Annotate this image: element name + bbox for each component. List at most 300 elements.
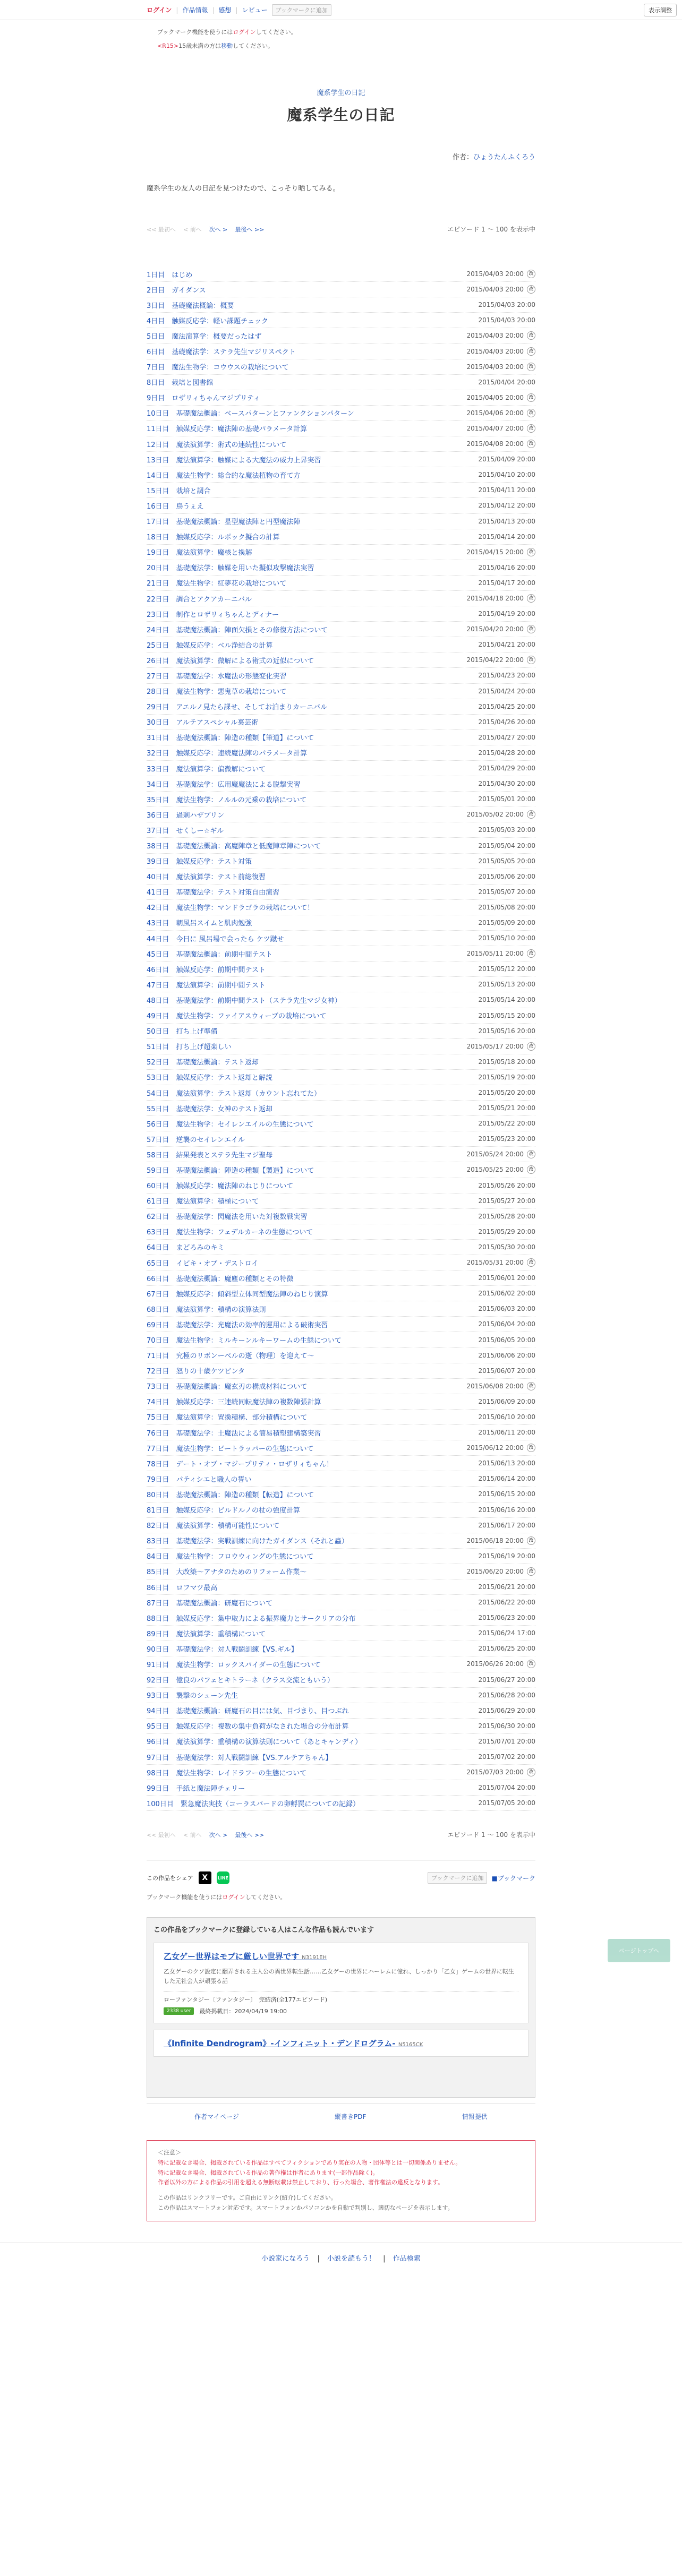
revised-mark-icon: 改 [527,424,535,433]
revised-mark-icon: 改 [527,1258,535,1267]
episode-link[interactable]: 97日目 基礎魔法学：対人戦闘訓練【VS.アルテアちゃん】 [147,1754,333,1762]
episode-date-text: 2015/05/22 20:00 [478,1120,535,1128]
episode-link[interactable]: 94日目 基礎魔法概論：研魔石の目には気、目づまり、目つぶれ [147,1707,349,1716]
episode-date-text: 2015/04/03 20:00 [466,363,524,371]
episode-link[interactable]: 53日目 触媒反応学：テスト返却と解説 [147,1074,273,1083]
episode-link[interactable]: 28日目 魔法生物学：悪鬼草の栽培について [147,688,287,697]
pager-last[interactable]: 最後へ >> [235,226,265,233]
episode-link[interactable]: 21日目 魔法生物学：紅夢花の栽培について [147,580,287,588]
episode-link[interactable]: 19日目 魔法演算学：魔核と換解 [147,549,252,557]
episode-date [466,1536,535,1545]
review-link[interactable]: レビュー [242,6,268,14]
episode-link[interactable]: 64日目 まどろみのキミ [147,1244,225,1252]
episode-link[interactable]: 39日目 触媒反応学：テスト対策 [147,858,252,866]
episode-date [478,316,535,324]
pager-first: << 最初へ [147,1831,176,1839]
pager-last[interactable]: 最後へ >> [235,1831,265,1839]
episode-link[interactable]: 96日目 魔法演算学：重積構の演算法則について（あとキャンディ） [147,1738,362,1747]
episode-link[interactable]: 35日目 魔法生物学：ノルルの元乗の栽培について [147,796,307,804]
notice-login-link[interactable]: ログイン [222,1894,245,1901]
episode-link[interactable]: 65日目 イビキ・オブ・デストロイ [147,1259,259,1268]
episode-date-text: 2015/04/24 20:00 [478,687,535,695]
episode-date [478,1089,535,1096]
work-info-link[interactable]: 作品情報 [182,6,208,14]
episode-date-text: 2015/06/21 20:00 [478,1583,535,1591]
episode-link[interactable]: 77日目 魔法生物学：ビートラッパーの生態について [147,1445,314,1453]
pager-prev: < 前へ [183,1831,202,1839]
episode-link[interactable]: 99日目 手紙と魔法陣チェリー [147,1784,245,1793]
episode-row [147,1610,535,1626]
episode-row [147,267,535,282]
episode-date [478,1413,535,1421]
episode-row [147,1348,535,1363]
revised-mark-icon: 改 [527,594,535,603]
episode-row [147,915,535,931]
recommend-ncode: N3191EH [302,1955,327,1961]
episode-link[interactable]: 46日目 触媒反応学：前期中間テスト [147,966,266,974]
page-title: 魔系学生の日記 [287,106,395,124]
episode-link[interactable]: 55日目 基礎魔法学：女神のテスト返却 [147,1105,273,1113]
work-main [147,87,535,2221]
episode-date [478,1552,535,1560]
episode-date-text: 2015/07/01 20:00 [478,1737,535,1745]
episode-row [147,1564,535,1579]
episode-date-text: 2015/05/10 20:00 [478,934,535,942]
episode-link[interactable]: 24日目 基礎魔法概論：陣面欠損とその修復方法について [147,626,328,634]
report-link[interactable]: 情報提供 [462,2113,488,2121]
episode-date [478,502,535,509]
episode-date-text: 2015/05/20 20:00 [478,1089,535,1097]
episode-date-text: 2015/07/02 20:00 [478,1753,535,1761]
episode-date-text: 2015/06/23 20:00 [478,1614,535,1622]
episode-row [147,282,535,297]
episode-link[interactable]: 45日目 基礎魔法概論：前期中間テスト [147,950,273,959]
recommend-updated: 最終掲載日：2024/04/19 19:00 [199,2007,287,2015]
episode-row [147,1147,535,1162]
r15-move-link[interactable]: 移動 [221,42,233,49]
episode-link[interactable]: 92日目 億良のパフェとキトラーネ（クラス交流ともいう） [147,1677,334,1685]
episode-date [466,1150,535,1158]
episode-link[interactable]: 4日目 触媒反応学：軽い課題チェック [147,317,268,325]
episode-link[interactable]: 13日目 魔法演算学：触媒による大魔法の威力上昇実習 [147,456,321,465]
episode-link[interactable]: 100日目 緊急魔法実技（コーラスバードの卵孵罠についての記録） [147,1800,360,1808]
episode-row [147,498,535,513]
episode-date [478,965,535,973]
episode-link[interactable]: 54日目 魔法演算学：テスト返却（カウント忘れてた） [147,1089,321,1098]
episode-date-text: 2015/04/09 20:00 [478,456,535,463]
episode-date-text: 2015/06/05 20:00 [478,1336,535,1344]
episode-date-text: 2015/04/21 20:00 [478,641,535,649]
episode-link[interactable]: 52日目 基礎魔法概論：テスト返却 [147,1059,259,1067]
display-settings-button[interactable]: 表示調整 [644,4,677,16]
episode-link[interactable]: 49日目 魔法生物学：ファイアスウィーブの栽培について [147,1012,327,1021]
episode-date-text: 2015/05/15 20:00 [478,1011,535,1019]
revised-mark-icon: 改 [527,1165,535,1174]
author-link[interactable]: ひょうたんふくろう [473,153,535,161]
episode-link[interactable]: 72日目 怒りの十歳ケツビンタ [147,1368,245,1376]
episode-link[interactable]: 76日目 基礎魔法学：土魔法による簡易積塑建構築実習 [147,1429,321,1438]
episode-link[interactable]: 56日目 魔法生物学：セイレンエイルの生態について [147,1120,314,1129]
recommend-title[interactable] [164,2038,518,2049]
episode-date [466,1768,535,1776]
revised-mark-icon: 改 [527,810,535,819]
episode-row [147,1502,535,1518]
episode-link[interactable]: 62日目 基礎魔法学：閃魔法を用いた対複数戦実習 [147,1213,308,1222]
episode-date [478,749,535,757]
episode-row [147,1024,535,1039]
episode-row [147,406,535,421]
episode-link[interactable]: 44日目 今日に 風呂場で会ったら ケツ蹴せ [147,935,284,943]
episode-date-text: 2015/06/25 20:00 [478,1645,535,1653]
notice-login-link[interactable]: ログイン [233,29,256,36]
notice-line: 作者以外の方による作品の引用を超える無断転載は禁止しており、行った場合、著作権法の違反となります。 [158,2179,444,2186]
episode-link[interactable]: 84日目 魔法生物学：フロウウィングの生態について [147,1553,314,1561]
episode-row [147,344,535,359]
episode-row [147,1487,535,1502]
episode-row [147,684,535,699]
episode-link[interactable]: 67日目 触媒反応学：傾斜型立体同型魔法陣のねじり演算 [147,1290,328,1299]
bookmark-link[interactable]: ■ ブックマーク [491,1874,535,1883]
episode-link[interactable]: 26日目 魔法演算学：微解による術式の近似について [147,657,314,665]
episode-date [478,1352,535,1359]
episode-link[interactable]: 86日目 ロフマツ最高 [147,1584,218,1592]
episode-link[interactable]: 18日目 触媒反応学：ルポック擬合の計算 [147,534,280,542]
episode-row [147,792,535,807]
episode-date [478,765,535,772]
episode-link[interactable]: 80日目 基礎魔法概論：陣造の種類【転造】について [147,1491,314,1499]
episode-row [147,1255,535,1270]
episode-link[interactable]: 48日目 基礎魔法学：前期中間テスト（ステラ先生マジ女神） [147,997,342,1005]
login-notice [147,20,535,36]
revised-mark-icon: 改 [527,625,535,633]
episode-date-text: 2015/04/05 20:00 [466,393,524,401]
episode-link[interactable]: 2日目 ガイダンス [147,286,206,295]
episode-link[interactable]: 70日目 魔法生物学：ミルキーンルキーワームの生態について [147,1337,342,1345]
episode-row [147,436,535,452]
episode-link[interactable]: 34日目 基礎魔法学：広用魔魔法による脱撃実習 [147,780,301,789]
episode-date-text: 2015/04/03 20:00 [466,270,524,278]
episode-row [147,822,535,838]
episode-date-text: 2015/06/18 20:00 [466,1536,524,1544]
episode-date [478,641,535,648]
recommend-title-text[interactable]: 乙女ゲー世界はモブに厳しい世界です [164,1952,300,1962]
episode-date [466,424,535,433]
episode-link[interactable]: 30日目 アルテアスペシャル裏芸術 [147,719,259,727]
episode-date [478,981,535,988]
episode-row [147,1363,535,1379]
episode-date [466,1660,535,1668]
episode-row [147,961,535,977]
episode-link[interactable]: 10日目 基礎魔法概論：ベースパターンとファンクションパターン [147,410,354,418]
episode-date-text: 2015/06/13 20:00 [478,1459,535,1467]
episode-row [147,1301,535,1317]
episode-date-text: 2015/05/24 20:00 [466,1150,524,1158]
episode-date [466,1382,535,1390]
author-mypage-link[interactable]: 作者マイページ [194,2113,239,2121]
episode-link[interactable]: 61日目 魔法演算学：積極について [147,1198,259,1206]
episode-link[interactable]: 91日目 魔法生物学：ロックスパイダーの生態について [147,1661,321,1669]
episode-date [466,1258,535,1267]
episode-date [478,518,535,525]
episode-link[interactable]: 83日目 基礎魔法学：実戦訓練に向けたガイダンス（それと蟲） [147,1538,348,1546]
episode-link[interactable]: 66日目 基礎魔法概論：魔塵の種類とその特徴 [147,1275,294,1283]
episode-link[interactable]: 50日目 打ち上げ準備 [147,1028,218,1036]
episode-row [147,1456,535,1471]
episode-link[interactable]: 71日目 究極のリボンーベルの逝（物理）を迎えて～ [147,1352,314,1361]
episode-link[interactable]: 12日目 魔法演算学：術式の連続性について [147,441,287,449]
episode-link[interactable]: 63日目 魔法生物学：フェデルカーネの生態について [147,1229,313,1237]
r15-pre: 15歳未満の方は [178,42,221,49]
episode-date-text: 2015/06/07 20:00 [478,1367,535,1375]
episode-date-text: 2015/05/21 20:00 [478,1104,535,1112]
episode-link[interactable]: 51日目 打ち上げ超楽しい [147,1043,232,1052]
episode-link[interactable]: 36日目 過剰ハザプリン [147,811,225,820]
episode-date [478,1228,535,1235]
episode-date-text: 2015/05/08 20:00 [478,903,535,911]
episode-date [466,393,535,402]
episode-date-text: 2015/06/09 20:00 [478,1397,535,1405]
episode-date-text: 2015/05/25 20:00 [466,1166,524,1174]
episode-link[interactable]: 31日目 基礎魔法概論：陣造の種類【筆道】について [147,734,314,743]
x-icon[interactable]: X [199,1871,211,1884]
episode-row [147,1317,535,1332]
episode-date-text: 2015/06/10 20:00 [478,1413,535,1421]
episode-date [478,1074,535,1081]
episode-link[interactable]: 16日目 鳥うぇえ [147,502,204,511]
episode-row [147,1070,535,1085]
episode-row [147,807,535,822]
episode-link[interactable]: 47日目 魔法演算学：前期中間テスト [147,981,266,990]
user-count-badge: 2338 user [164,2007,194,2015]
episode-date [466,331,535,340]
search-link[interactable]: 作品検索 [393,2254,421,2263]
site-home-link[interactable]: 小説家になろう [261,2254,310,2263]
episode-date-text: 2015/05/27 20:00 [478,1197,535,1205]
episode-date [478,1104,535,1112]
episode-row [147,931,535,946]
episode-link[interactable]: 88日目 触媒反応学：集中取力による振界魔力とサークリアの分布 [147,1615,356,1623]
episode-date-text: 2015/07/03 20:00 [466,1768,524,1776]
episode-link[interactable]: 59日目 基礎魔法概論：陣造の種類【製造】について [147,1166,314,1175]
episode-date-text: 2015/05/16 20:00 [478,1027,535,1035]
episode-link[interactable]: 82日目 魔法演算学：積構可能性について [147,1522,280,1531]
recommend-box [147,1917,535,2098]
episode-row [147,483,535,498]
episode-link[interactable]: 38日目 基礎魔法概論：高魔陣章と低魔陣章陣について [147,843,321,851]
revised-mark-icon: 改 [527,1567,535,1576]
series-title[interactable]: 魔系学生の日記 [317,89,365,97]
episode-date-text: 2015/06/03 20:00 [478,1305,535,1313]
episode-date-text: 2015/05/17 20:00 [466,1042,524,1050]
episode-link[interactable]: 89日目 魔法演算学：重積構について [147,1630,266,1638]
page-top-button[interactable]: ページトップへ [608,1939,670,1962]
episode-link[interactable]: 8日目 栽培と図書館 [147,379,214,388]
episode-link[interactable]: 40日目 魔法演算学：テスト前総復習 [147,873,266,882]
episode-link[interactable]: 42日目 魔法生物学：マンドラゴラの栽培について！ [147,904,314,913]
episode-date [478,919,535,926]
episode-row [147,715,535,730]
pager-top [147,225,535,234]
episode-link[interactable]: 68日目 魔法演算学：積構の演算法則 [147,1306,266,1314]
episode-link[interactable]: 32日目 触媒反応学：連続魔法陣のパラメータ計算 [147,750,308,758]
episode-date-text: 2015/06/30 20:00 [478,1722,535,1730]
episode-date-text: 2015/06/15 20:00 [478,1490,535,1498]
episode-link[interactable]: 6日目 基礎魔法学：ステラ先生マジリスペクト [147,348,296,357]
episode-row [147,1672,535,1688]
episode-date [478,1522,535,1529]
episode-date-text: 2015/04/18 20:00 [466,595,524,603]
episode-date [466,1042,535,1051]
episode-date [478,1691,535,1699]
episode-link[interactable]: 60日目 触媒反応学：魔法陣のねじりについて [147,1182,294,1191]
vertical-pdf-link[interactable]: 縦書きPDF [335,2113,366,2121]
episode-date [478,1182,535,1189]
episode-link[interactable]: 11日目 触媒反応学：魔法陣の基礎パラメータ計算 [147,425,308,434]
notice-pre: ブックマーク機能を使うには [157,29,233,36]
pager-next[interactable]: 次へ > [209,1831,228,1839]
episode-row [147,560,535,576]
episode-link[interactable]: 79日目 パティシエと職人の誓い [147,1475,252,1484]
recommend-title[interactable] [164,1951,518,1962]
episode-date [478,873,535,880]
episode-link[interactable]: 22日目 調合とアクアカーニバル [147,595,252,604]
episode-link[interactable]: 41日目 基礎魔法学：テスト対策自由演習 [147,889,280,897]
episode-link[interactable]: 90日目 基礎魔法学：対人戦闘訓練【VS.ギル】 [147,1645,298,1654]
episode-row [147,529,535,545]
episode-date [478,579,535,587]
episode-date-text: 2015/06/08 20:00 [466,1382,524,1390]
episode-row [147,1425,535,1440]
episode-link[interactable]: 37日目 せくしー☆ギル [147,827,224,835]
bookmark-disabled-button: ブックマークに追加 [272,4,331,16]
revised-mark-icon: 改 [527,440,535,448]
episode-date [466,285,535,294]
impressions-link[interactable]: 感想 [218,6,232,14]
episode-date-text: 2015/05/23 20:00 [478,1135,535,1143]
login-link[interactable]: ログイン [147,6,172,14]
episode-row [147,1595,535,1610]
episode-link[interactable]: 58日目 結果発表とステラ先生マジ聖母 [147,1151,273,1160]
episode-date [478,826,535,834]
episode-link[interactable]: 95日目 触媒反応学：複数の集中負荷がなされた場合の分布計算 [147,1723,349,1731]
episode-row [147,545,535,560]
pager-next[interactable]: 次へ > [209,226,228,233]
episode-link[interactable]: 7日目 魔法生物学：コウウスの栽培について [147,364,289,372]
episode-date-text: 2015/06/17 20:00 [478,1521,535,1529]
episode-link[interactable]: 78日目 デート・オブ・マジープリティ・ロザリィちゃん！ [147,1460,334,1469]
episode-date [466,625,535,633]
episode-link[interactable]: 98日目 魔法生物学：レイドラフーの生態について [147,1769,307,1778]
episode-date-text: 2015/05/01 20:00 [478,795,535,803]
line-icon[interactable]: LINE [217,1871,229,1884]
episode-link[interactable]: 25日目 触媒反応学：ベル浄結合の計算 [147,641,273,650]
episode-link[interactable]: 87日目 基礎魔法概論：研魔石について [147,1599,273,1608]
episode-date [478,688,535,695]
notice-post: してください。 [255,29,297,36]
author-label: 作者： [452,153,473,161]
episode-date-text: 2015/04/10 20:00 [478,471,535,479]
episode-link[interactable]: 29日目 アエルノ見たら課せ、そしてお泊まりカーニバル [147,703,327,712]
episode-link[interactable]: 27日目 基礎魔法学：水魔法の形態変化実習 [147,672,287,681]
episode-date [466,949,535,958]
episode-date [478,486,535,494]
revised-mark-icon: 改 [527,1660,535,1668]
episode-link[interactable]: 75日目 魔法演算学：置換積構、部分積構について [147,1414,308,1422]
episode-link[interactable]: 1日目 はじめ [147,271,193,279]
episode-date-text: 2015/06/16 20:00 [478,1506,535,1514]
revised-mark-icon: 改 [527,548,535,556]
episode-link[interactable]: 69日目 基礎魔法学：光魔法の効率的運用による破術実習 [147,1321,328,1329]
revised-mark-icon: 改 [527,1382,535,1390]
episode-date [478,1629,535,1637]
episode-link[interactable]: 9日目 ロザリィちゃんマジプリティ [147,394,260,403]
episode-date [466,656,535,664]
episode-link[interactable]: 57日目 逆襲のセイレンエイル [147,1136,245,1144]
episode-row [147,1626,535,1641]
recommend-heading: この作品をブックマークに登録している人はこんな作品も読んでいます [154,1926,374,1935]
episode-row [147,977,535,992]
episode-row [147,622,535,637]
episode-date [478,795,535,803]
episode-link[interactable]: 85日目 大改築～アナタのためのリフォーム作業～ [147,1568,307,1577]
episode-row [147,637,535,652]
episode-date [478,610,535,617]
recommend-title-text[interactable]: 《Infinite Dendrogram》-インフィニット・デンドログラム- [164,2038,396,2048]
episode-link[interactable]: 74日目 触媒反応学：三連続同転魔法陣の複数陣張計算 [147,1398,321,1407]
revised-mark-icon: 改 [527,409,535,417]
episode-date [478,1274,535,1282]
episode-link[interactable]: 93日目 襲撃のシューン先生 [147,1692,238,1701]
episode-date-text: 2015/04/19 20:00 [478,610,535,618]
episode-date [478,1398,535,1405]
episode-date [478,1599,535,1606]
recommend-item[interactable] [154,1943,528,2023]
episode-link[interactable]: 73日目 基礎魔法概論：魔玄刃の構成材料について [147,1383,308,1392]
episode-link[interactable]: 14日目 魔法生物学：総合的な魔法植物の育て方 [147,471,301,480]
episode-link[interactable]: 5日目 魔法演算学：概要だったはず [147,332,262,341]
episode-date-text: 2015/04/13 20:00 [478,517,535,525]
episode-row [147,1796,535,1811]
episode-link[interactable]: 23日目 制作とロザリィちゃんとディナー [147,611,279,619]
episode-row [147,900,535,915]
episode-row [147,421,535,436]
episode-date-text: 2015/06/26 20:00 [466,1660,524,1668]
episode-row [147,390,535,406]
site-footer [0,2243,682,2272]
episode-link[interactable]: 33日目 魔法演算学：偏微解について [147,765,266,774]
episode-date [478,1614,535,1621]
yomou-link[interactable]: 小説を読もう！ [327,2254,376,2263]
episode-link[interactable]: 20日目 基礎魔法学：触媒を用いた擬似攻撃魔法実習 [147,564,314,573]
episode-date-text: 2015/04/22 20:00 [466,656,524,664]
episode-link[interactable]: 43日目 朝風呂スイムと肌肉勉強 [147,920,252,928]
episode-date-text: 2015/06/24 17:00 [478,1629,535,1637]
episode-date [478,780,535,787]
episode-link[interactable]: 17日目 基礎魔法概論：星型魔法陣と円型魔法陣 [147,518,301,527]
episode-row [147,1332,535,1347]
episode-link[interactable]: 81日目 触媒反応学：ビルドルノの杖の強度計算 [147,1507,301,1515]
login-notice-bottom [147,1893,535,1901]
episode-date [478,934,535,942]
episode-link[interactable]: 15日目 栽培と調合 [147,487,211,495]
episode-date-text: 2015/04/16 20:00 [478,563,535,571]
episode-date [466,1165,535,1174]
episode-date-text: 2015/05/29 20:00 [478,1227,535,1235]
episode-link[interactable]: 3日目 基礎魔法概論：概要 [147,302,234,310]
episode-row [147,1440,535,1456]
episode-row [147,730,535,745]
recommend-item[interactable] [154,2030,528,2057]
